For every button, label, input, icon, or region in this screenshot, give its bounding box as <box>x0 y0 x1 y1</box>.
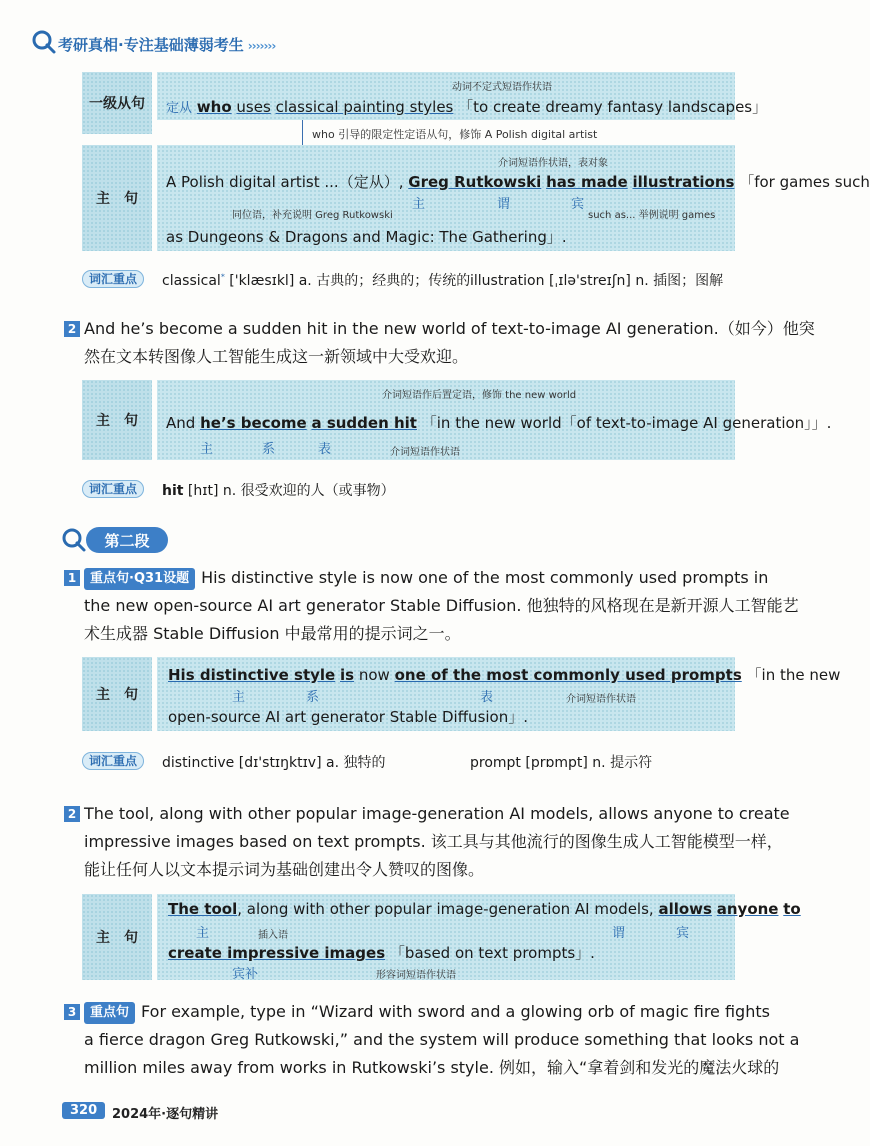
tag-subject: 主 <box>232 690 246 705</box>
para-text: For example, type in “Wizard with sword and a glowing orb of magic fire fights <box>141 1002 770 1021</box>
section-title <box>86 527 168 553</box>
para-3-line3: 术生成器 Stable Diffusion 中最常用的提示词之一。 <box>84 624 461 643</box>
vocab-distinctive <box>162 752 385 772</box>
clause-rest: 「to create dreamy fantasy landscapes」 <box>458 98 768 116</box>
label-subclause <box>82 72 152 134</box>
page-number: 320 <box>62 1102 105 1119</box>
para-4-line2: impressive images based on text prompts. 该工具与其他流行的图像生成人工智能模型一样， <box>84 832 783 851</box>
header-arrows: ››››››› <box>247 39 276 53</box>
main-subject: Greg Rutkowski <box>408 173 542 191</box>
note-appositive: 同位语，补充说明 Greg Rutkowski <box>232 210 393 221</box>
label-main-2 <box>82 380 152 460</box>
vocab-word: distinctive <box>162 755 235 771</box>
vocab-row-1 <box>82 268 144 287</box>
vocab-word: illustration <box>470 273 545 289</box>
label-main-4-text: 主 句 <box>96 930 138 946</box>
tag-link: 系 <box>306 690 320 705</box>
note-post-attributive: 介词短语作后置定语，修饰 the new world <box>382 390 577 401</box>
search-logo-icon <box>32 30 56 54</box>
main-appositive: A Polish digital artist ...（定从）, <box>166 173 404 191</box>
main-sentence-3-line2: open-source AI art generator Stable Diffusion」. <box>168 708 529 726</box>
sent-verb: is <box>340 666 355 684</box>
sent-object: one of the most commonly used prompts <box>394 666 742 684</box>
para-5-line2: a fierce dragon Greg Rutkowski,” and the system will produce something that looks not a <box>84 1030 800 1049</box>
sent-to: to <box>783 900 801 918</box>
clause-object: classical painting styles <box>275 98 454 116</box>
sent-verb: allows <box>658 900 712 918</box>
vocab-word: hit <box>162 483 184 499</box>
main-verb: has made <box>546 173 628 191</box>
sent-rest: 「in the new world「of text-to-image AI generation」」. <box>421 414 832 432</box>
vocab-word: classical <box>162 273 221 289</box>
header-title <box>58 34 275 55</box>
tag-complement: 宾补 <box>232 967 259 982</box>
para-3-line2: the new open-source AI art generator Stable Diffusion. 他独特的风格现在是新开源人工智能艺 <box>84 596 799 615</box>
vocab-illustration <box>470 270 723 290</box>
main-sentence-1-line2: as Dungeons & Dragons and Magic: The Gathering」. <box>166 228 567 246</box>
tag-predicate: 谓 <box>612 926 626 941</box>
label-main-4 <box>82 894 152 980</box>
note-adj-phrase: 形容词短语作状语 <box>376 970 456 981</box>
vocab-hit <box>162 480 395 500</box>
clause-verb: uses <box>236 98 271 116</box>
tag-predicative: 表 <box>318 442 332 457</box>
para-5-line3: million miles away from works in Rutkowski’s style. 例如，输入“拿着剑和发光的魔法火球的 <box>84 1058 780 1077</box>
vocab-row-3 <box>82 750 144 769</box>
label-main-3-text: 主 句 <box>96 687 138 703</box>
key-sentence-tag: 重点句·Q31设题 <box>84 568 195 590</box>
label-main-3 <box>82 657 152 731</box>
para-number: 2 <box>64 321 80 337</box>
para-2-line1 <box>64 319 815 339</box>
para-text: And he’s become a sudden hit in the new world of text-to-image AI generation.（如今）他突 <box>84 319 815 338</box>
label-main-2-text: 主 句 <box>96 413 138 429</box>
note-adverbial: 介词短语作状语 <box>390 447 460 458</box>
para-2-line2: 然在文本转图像人工智能生成这一新领域中大受欢迎。 <box>84 347 469 366</box>
key-sentence-tag: 重点句 <box>84 1002 135 1024</box>
vocab-definition: ['klæsɪkl] a. 古典的；经典的；传统的 <box>229 273 471 289</box>
footer-text: 2024年·逐句精讲 <box>112 1107 219 1122</box>
vocab-definition: [prɒmpt] n. 提示符 <box>525 755 653 771</box>
vocab-tag: 词汇重点 <box>82 752 144 770</box>
main-object: illustrations <box>632 173 735 191</box>
label-subclause-text: 一级从句 <box>89 96 145 112</box>
clause-tag: 定从 <box>166 101 193 116</box>
note-clause: who 引导的限定性定语从句，修饰 A Polish digital artist <box>312 128 598 141</box>
para-3-line1 <box>64 568 768 590</box>
sent-adverb: now <box>358 666 390 684</box>
note-such-as: such as... 举例说明 games <box>588 210 716 221</box>
main-rest: 「for games such <box>739 173 870 191</box>
sent-rest: 「in the new <box>746 666 841 684</box>
sent-subject: he <box>200 414 221 432</box>
para-number: 2 <box>64 806 80 822</box>
tag-object: 宾 <box>571 197 585 212</box>
main-sentence-3 <box>168 664 840 685</box>
vocab-word: prompt <box>470 755 521 771</box>
para-number: 3 <box>64 1004 80 1020</box>
tag-subject: 主 <box>200 442 214 457</box>
sent-complement: create impressive images <box>168 944 386 962</box>
note-adverbial: 介词短语作状语 <box>566 694 636 705</box>
para-text: The tool, along with other popular image-generation AI models, allows anyone to create <box>84 804 790 823</box>
main-sentence-4 <box>168 900 801 918</box>
sent-and: And <box>166 414 196 432</box>
clause-who: who <box>196 98 232 116</box>
main-sentence-2 <box>166 412 831 433</box>
main-sentence-4-line2 <box>168 942 595 963</box>
vocab-row-2 <box>82 478 144 497</box>
sent-verb: ’s become <box>220 414 307 432</box>
note-prep-object: 介词短语作状语，表对象 <box>498 158 608 169</box>
section-title-text: 第二段 <box>104 531 150 550</box>
label-main-1-text: 主 句 <box>96 191 138 207</box>
sent-insertion: , along with other popular image-generation AI models, <box>237 900 654 918</box>
tag-subject: 主 <box>196 926 210 941</box>
sent-object: a sudden hit <box>311 414 417 432</box>
main-sentence-1 <box>166 171 870 192</box>
tag-predicate: 谓 <box>497 197 511 212</box>
para-number: 1 <box>64 570 80 586</box>
sent-subject: The tool <box>168 900 238 918</box>
vocab-star: * <box>220 272 225 282</box>
header-title-text: 考研真相·专注基础薄弱考生 <box>58 36 244 54</box>
note-infinitive: 动词不定式短语作状语 <box>452 82 552 93</box>
tag-subject: 主 <box>412 197 426 212</box>
label-main-1 <box>82 145 152 251</box>
para-5-line1 <box>64 1002 770 1024</box>
vocab-definition: [dɪ'stɪŋktɪv] a. 独特的 <box>238 755 386 771</box>
vocab-prompt <box>470 752 652 772</box>
vocab-classical <box>162 270 470 290</box>
connector-line <box>302 120 303 148</box>
search-section-icon <box>62 528 86 552</box>
note-insertion: 插入语 <box>258 930 288 941</box>
vocab-definition: [ˌɪlə'streɪʃn] n. 插图；图解 <box>548 273 724 289</box>
para-text: His distinctive style is now one of the most commonly used prompts in <box>201 568 769 587</box>
tag-predicative: 表 <box>480 690 494 705</box>
para-4-line1 <box>64 804 790 824</box>
vocab-tag: 词汇重点 <box>82 480 144 498</box>
sent-subject: His distinctive style <box>168 666 336 684</box>
tag-link: 系 <box>262 442 276 457</box>
subclause-sentence <box>166 96 767 117</box>
tag-object: 宾 <box>676 926 690 941</box>
sent-object: anyone <box>716 900 779 918</box>
sent-adverbial: 「based on text prompts」. <box>389 944 595 962</box>
para-4-line3: 能让任何人以文本提示词为基础创建出令人赞叹的图像。 <box>84 860 485 879</box>
vocab-definition: [hɪt] n. 很受欢迎的人（或事物） <box>187 483 395 499</box>
vocab-tag: 词汇重点 <box>82 270 144 288</box>
